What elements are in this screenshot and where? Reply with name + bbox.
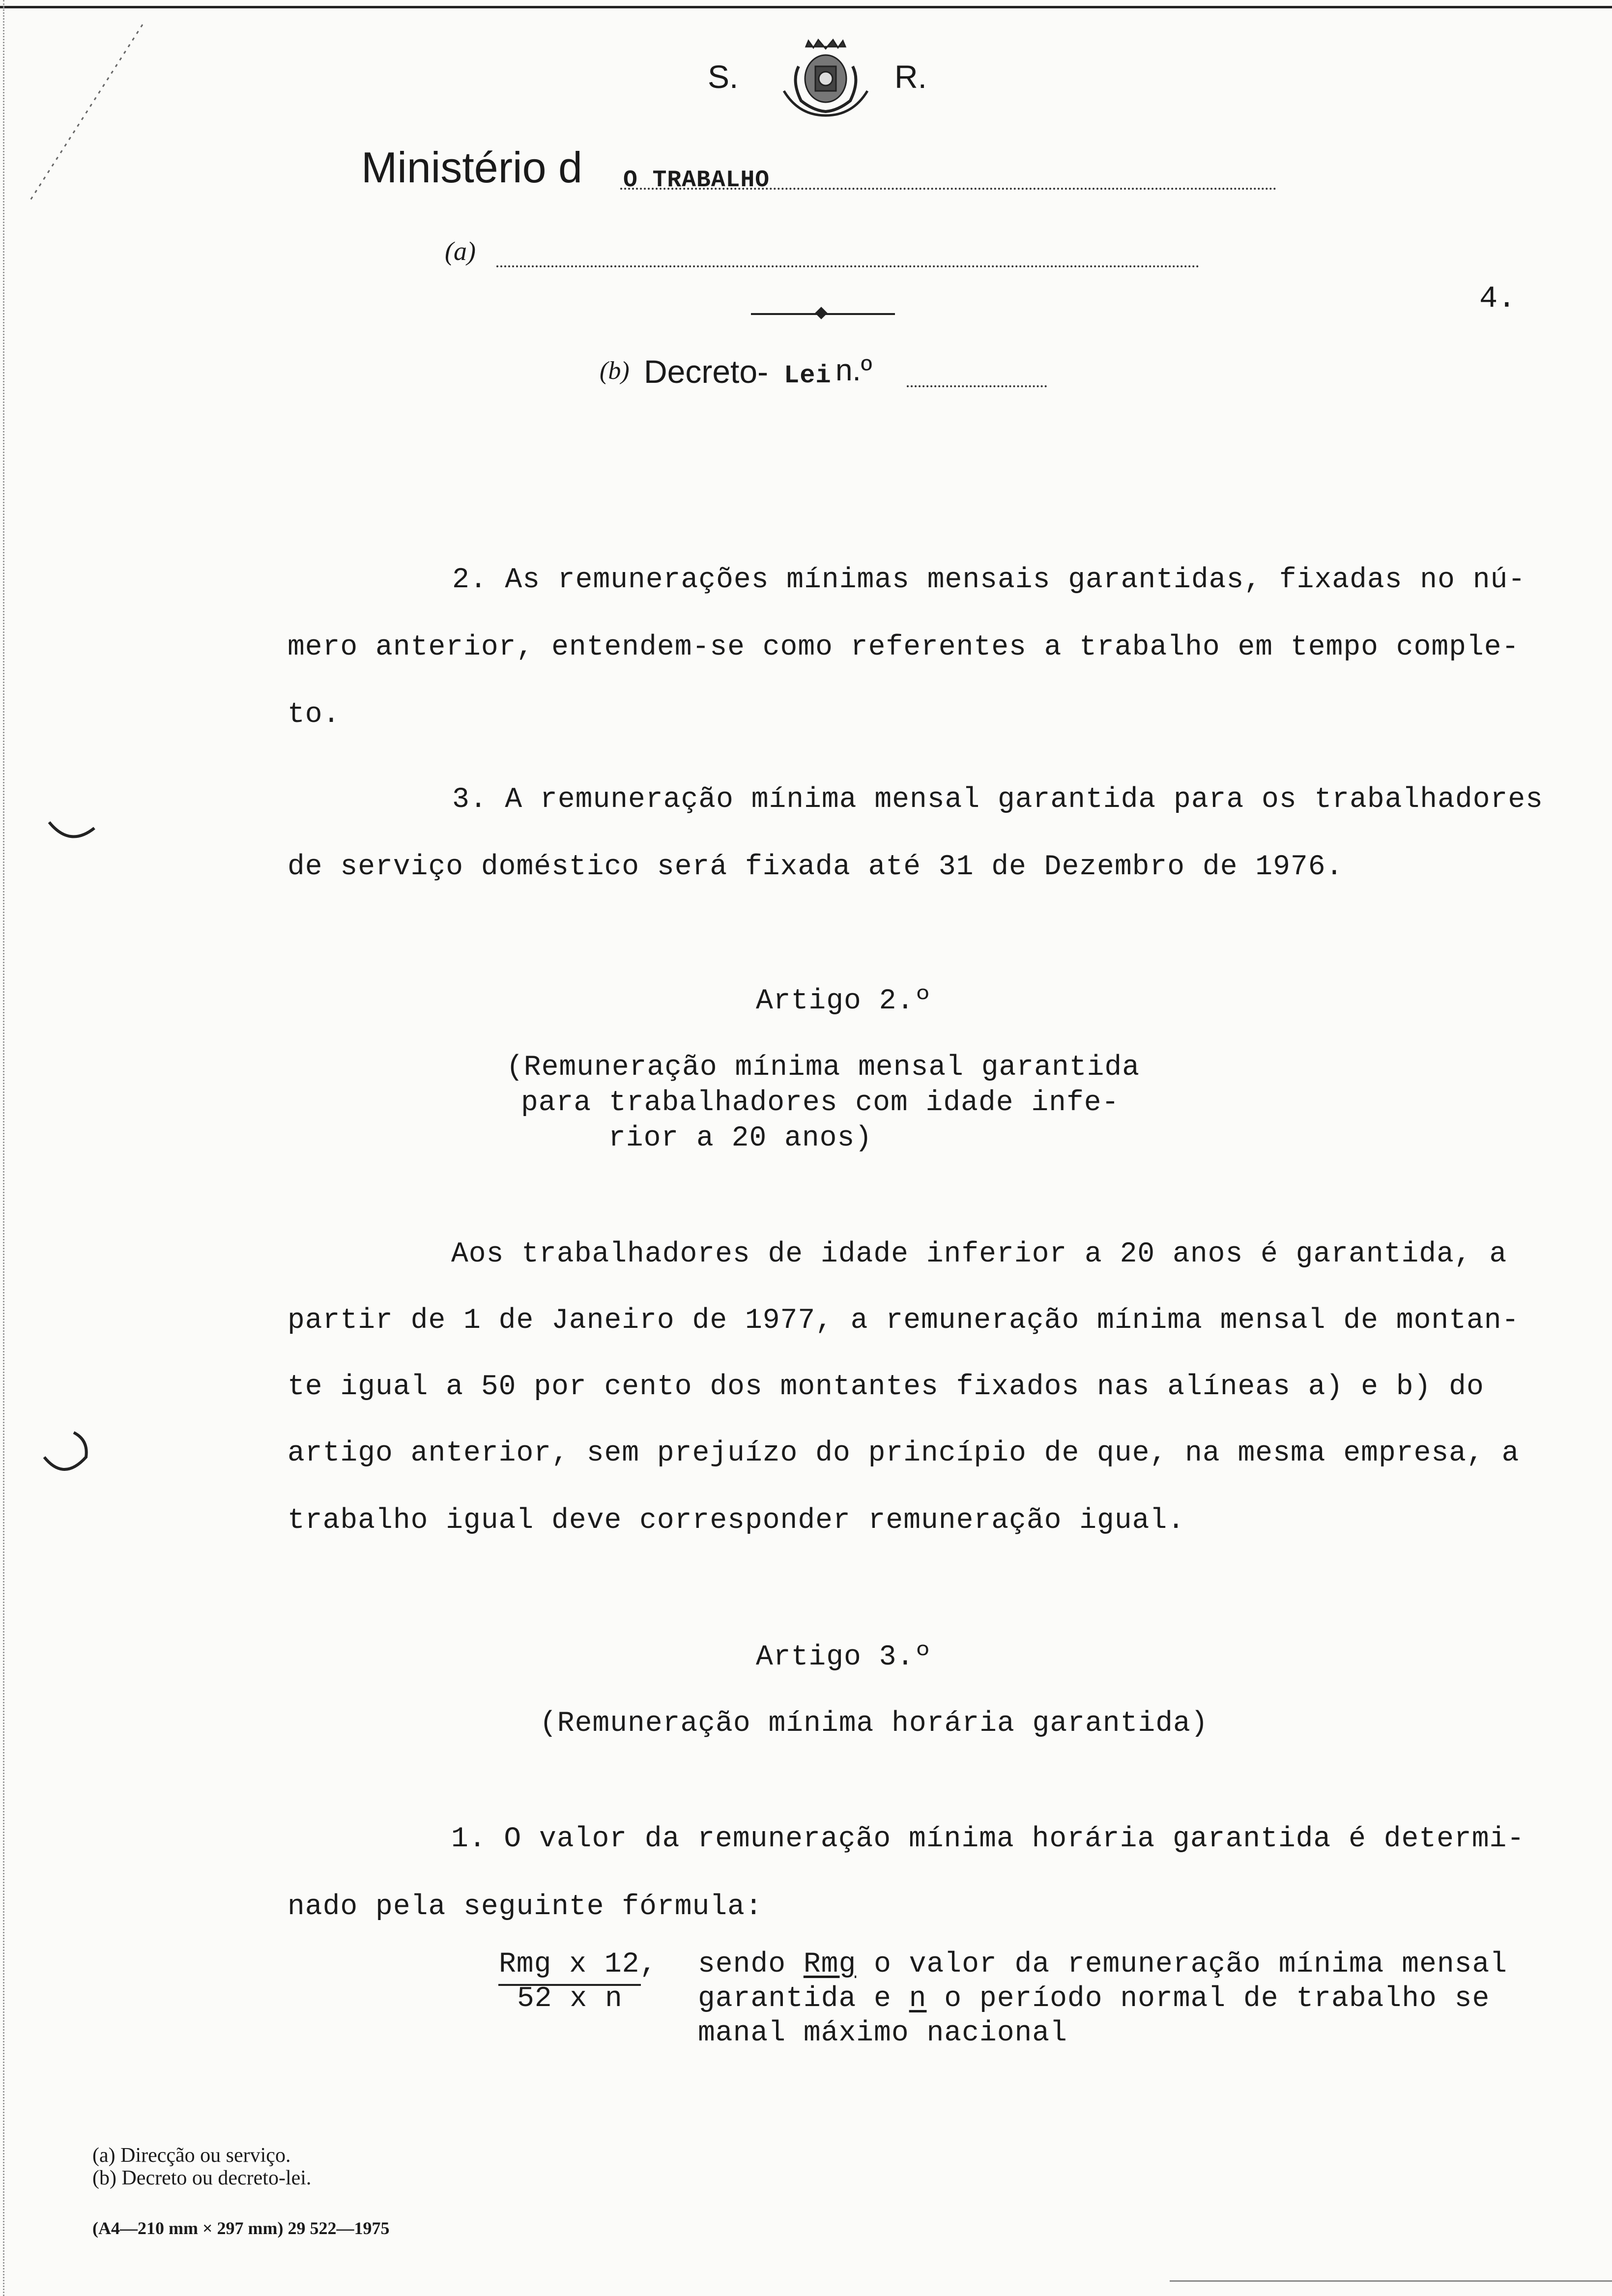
bottom-border-line	[1170, 2280, 1612, 2282]
direction-dotted-line	[496, 265, 1199, 267]
formula-n-symbol: n	[909, 1983, 927, 2015]
article-2-subtitle-line-3: rior a 20 anos)	[608, 1122, 873, 1154]
article-2-title: Artigo 2.º	[756, 985, 932, 1017]
formula-text-segment: garantida e	[698, 1983, 909, 2015]
decree-label: Decreto-	[644, 353, 769, 390]
paragraph-3-line-1: 3. A remuneração mínima mensal garantida para os trabalhadores	[452, 784, 1543, 816]
article-3-title: Artigo 3.º	[756, 1641, 932, 1673]
article-2-line-4: artigo anterior, sem prejuízo do princípio de que, na mesma empresa, a	[288, 1437, 1520, 1469]
formula-text-segment: o período normal de trabalho se	[926, 1983, 1490, 2015]
decree-number-dotted-line	[907, 385, 1047, 387]
article-3-line-2: nado pela seguinte fórmula:	[288, 1891, 763, 1923]
ministry-dotted-line	[620, 188, 1276, 190]
article-2-line-5: trabalho igual deve corresponder remuneração igual.	[288, 1505, 1185, 1537]
punch-hole-mark-bottom	[39, 1428, 93, 1477]
header-letter-r: R.	[894, 58, 927, 95]
formula-text-segment: o valor da remuneração mínima mensal	[856, 1949, 1508, 1980]
formula-rmg-symbol: Rmg	[803, 1949, 857, 1980]
ministry-name: O TRABALHO	[623, 167, 770, 194]
formula-denominator: 52 x n	[517, 1983, 623, 2015]
print-info: (A4—210 mm × 297 mm) 29 522—1975	[92, 2218, 390, 2238]
pencil-mark-top-left	[20, 20, 147, 206]
formula-description-line-3: manal máximo nacional	[698, 2017, 1067, 2049]
paragraph-3-line-2: de serviço doméstico será fixada até 31 de Dezembro de 1976.	[288, 851, 1344, 883]
ministry-prefix: Ministério d	[361, 143, 582, 192]
punch-hole-mark-top	[45, 818, 99, 848]
formula-numerator: Rmg x 12,	[499, 1949, 658, 1980]
page-number: 4.	[1479, 281, 1516, 316]
article-3-line-1: 1. O valor da remuneração mínima horária garantida é determi-	[451, 1823, 1525, 1855]
footnote-marker-a: (a)	[445, 236, 476, 266]
top-border-line	[0, 6, 1612, 8]
separator-right	[824, 313, 895, 315]
header-letter-s: S.	[708, 58, 739, 95]
article-2-subtitle-line-2: para trabalhadores com idade infe-	[521, 1087, 1120, 1119]
formula-description-line-1	[698, 1949, 1507, 1980]
decree-number-label: n.º	[835, 353, 872, 387]
paragraph-2-line-2: mero anterior, entendem-se como referentes a trabalho em tempo comple-	[288, 631, 1520, 663]
separator-left	[751, 313, 820, 315]
formula-fraction	[496, 1949, 656, 2022]
footnote-a: (a) Direcção ou serviço.	[92, 2144, 291, 2167]
coat-of-arms-emblem	[779, 37, 872, 118]
paragraph-2-line-1: 2. As remunerações mínimas mensais garantidas, fixadas no nú-	[452, 564, 1526, 596]
formula-description-line-2	[698, 1983, 1490, 2015]
formula-text-segment: sendo	[698, 1949, 804, 1980]
article-2-line-2: partir de 1 de Janeiro de 1977, a remuneração mínima mensal de montan-	[288, 1305, 1520, 1337]
footnote-b: (b) Decreto ou decreto-lei.	[92, 2167, 312, 2189]
article-2-line-3: te igual a 50 por cento dos montantes fixados nas alíneas a) e b) do	[288, 1371, 1484, 1403]
footnote-marker-b: (b)	[600, 357, 630, 385]
article-3-subtitle: (Remuneração mínima horária garantida)	[540, 1708, 1209, 1740]
article-2-line-1: Aos trabalhadores de idade inferior a 20 anos é garantida, a	[451, 1238, 1507, 1270]
article-2-subtitle-line-1: (Remuneração mínima mensal garantida	[506, 1052, 1140, 1084]
left-edge-shadow	[0, 0, 4, 2296]
decree-typed-lei: Lei	[784, 361, 832, 390]
paragraph-2-line-3: to.	[288, 699, 341, 731]
